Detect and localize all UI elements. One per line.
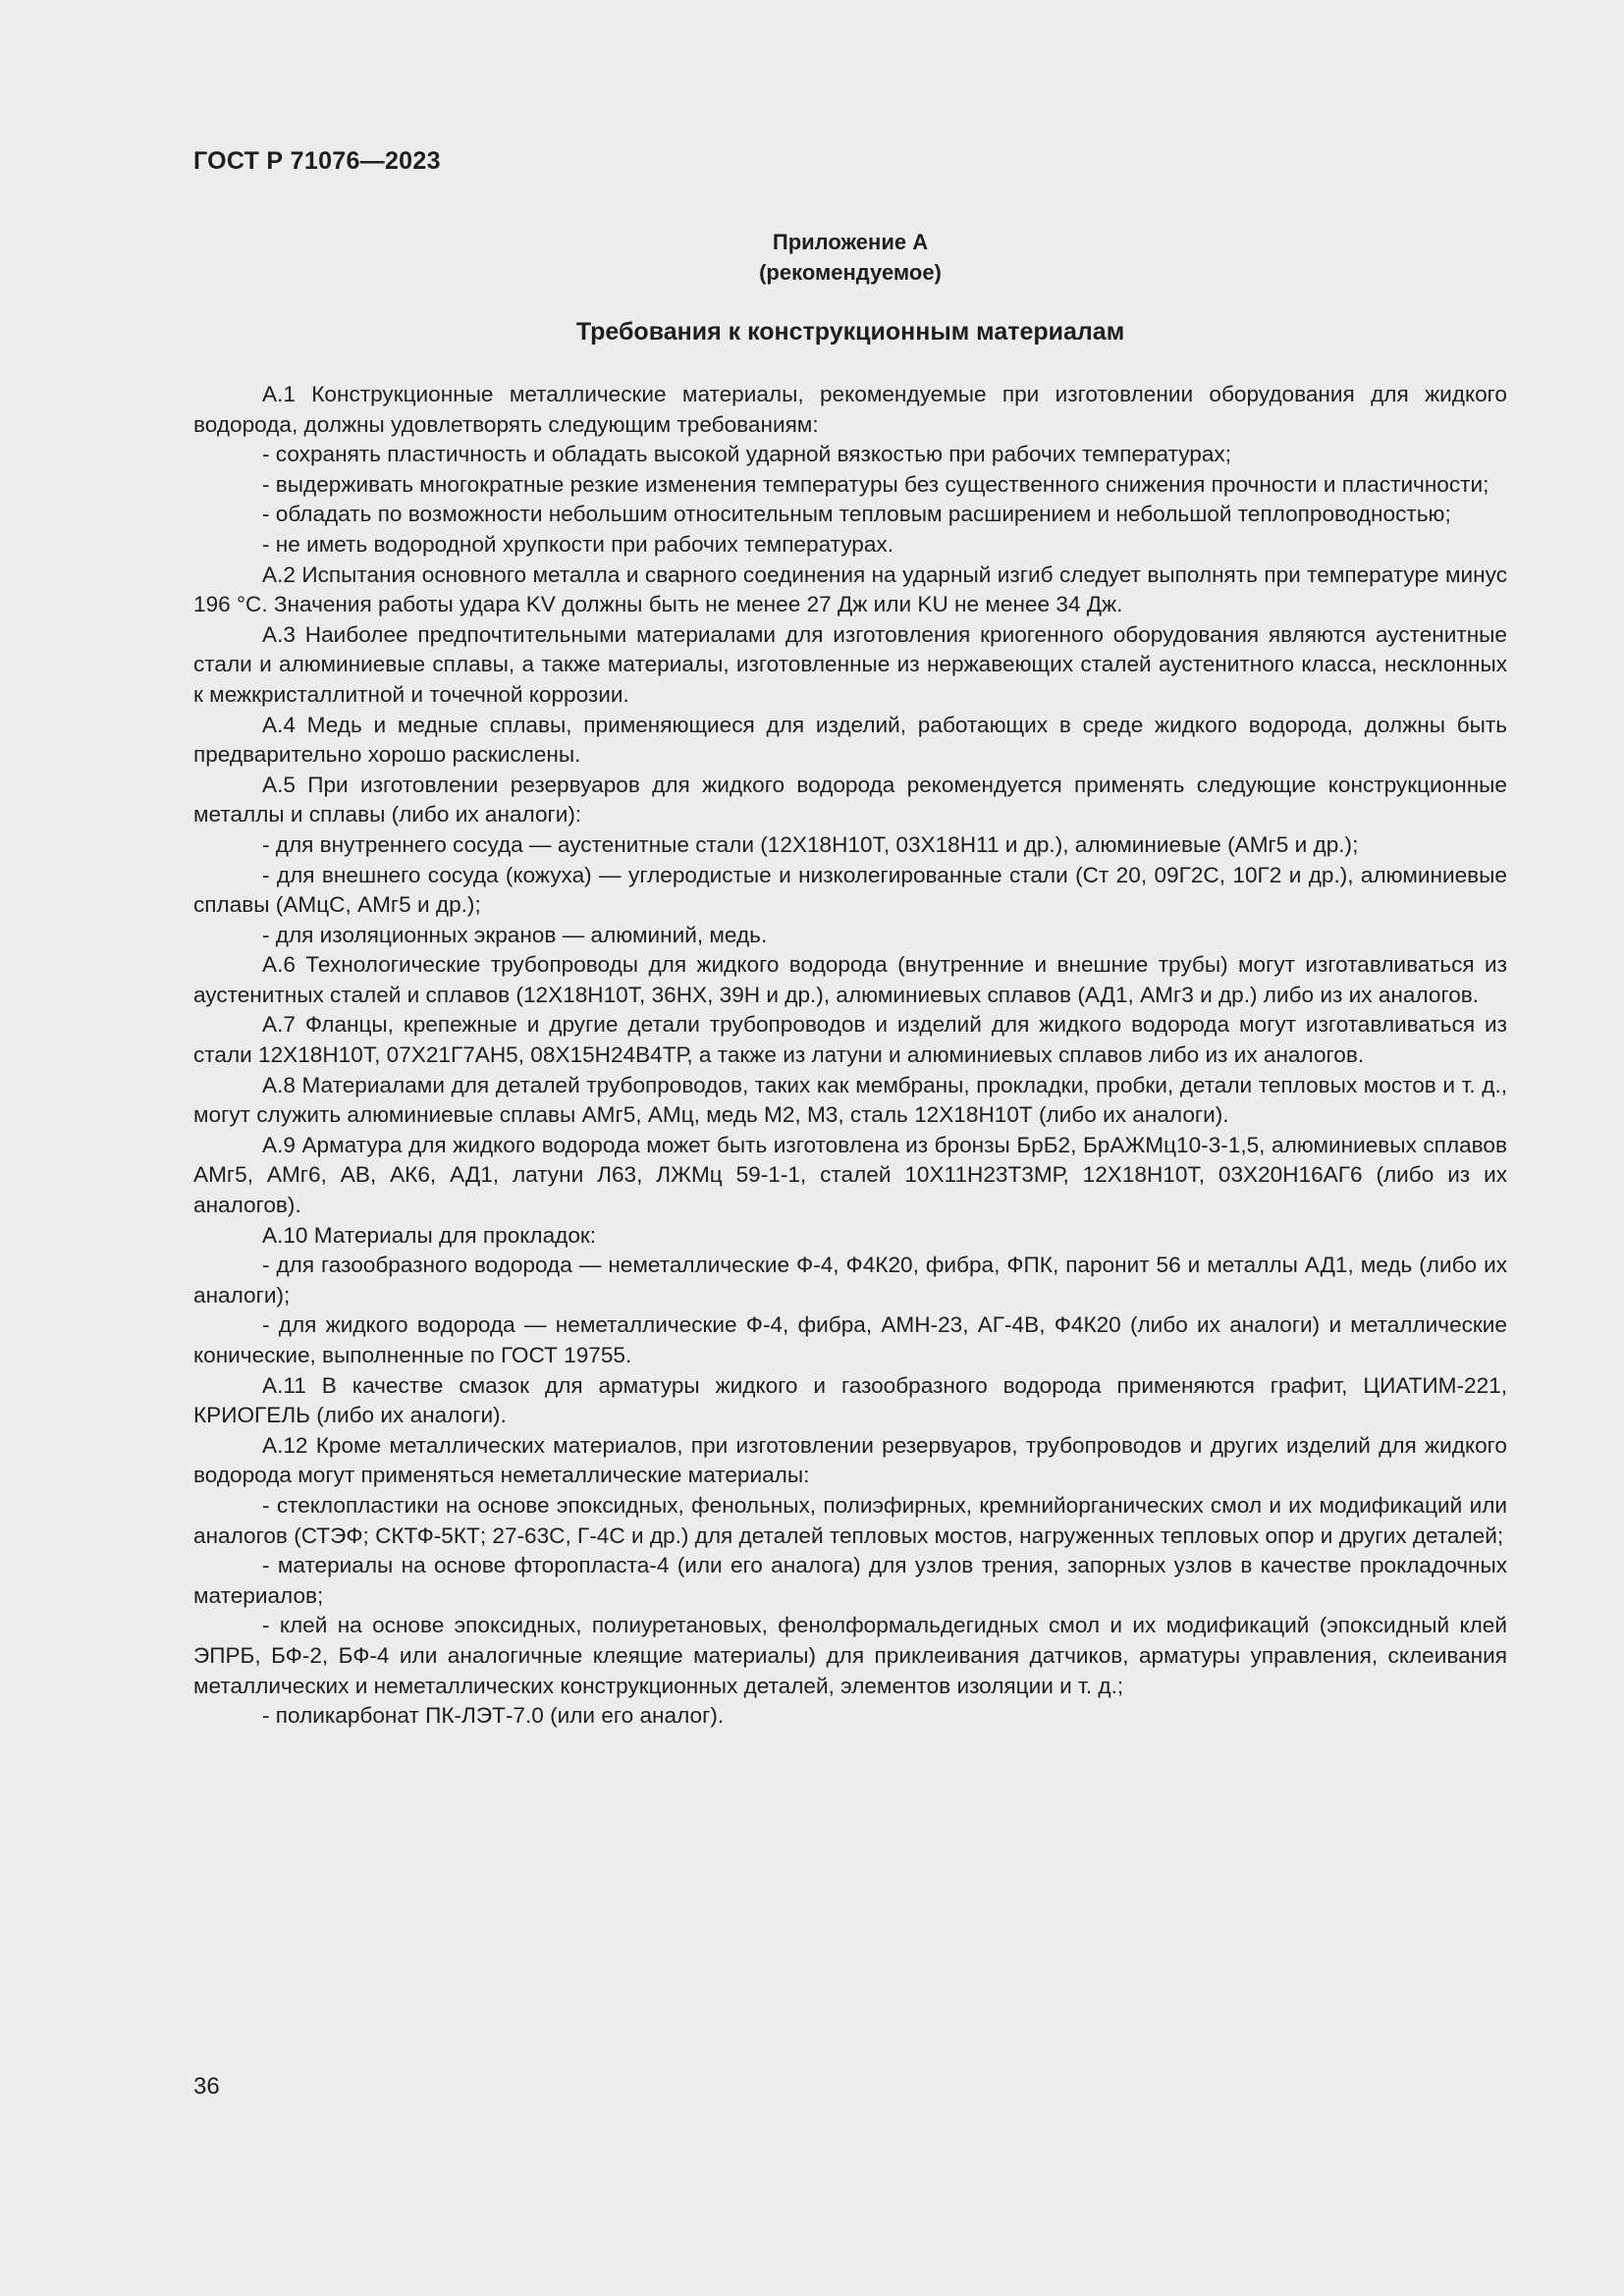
- list-item: - обладать по возможности небольшим относительным тепловым расширением и небольшой теплопроводностью;: [262, 502, 1451, 527]
- paragraph-a1: А.1 Конструкционные металлические материалы, рекомендуемые при изготовлении оборудования для жидкого водорода, должны удовлетворять следующим требованиям:: [193, 382, 1507, 437]
- paragraph-a7: А.7 Фланцы, крепежные и другие детали трубопроводов и изделий для жидкого водорода могут изготавливаться из стали 12Х18Н10Т, 07Х21Г7АН5, 08Х15Н24В4ТР, а также из латуни и алюминиевых сплавов либо из их аналогов.: [193, 1012, 1507, 1068]
- paragraph-a10: А.10 Материалы для прокладок:: [262, 1222, 597, 1248]
- list-item: - материалы на основе фторопласта-4 (или его аналога) для узлов трения, запорных узлов в качестве прокладочных материалов;: [193, 1553, 1507, 1608]
- list-item: - сохранять пластичность и обладать высокой ударной вязкостью при рабочих температурах;: [262, 442, 1231, 467]
- paragraph-a11: А.11 В качестве смазок для арматуры жидкого и газообразного водорода применяются графит, ЦИАТИМ-221, КРИОГЕЛЬ (либо их аналоги).: [193, 1372, 1507, 1428]
- section-title: Требования к конструкционным материалам: [575, 318, 1125, 346]
- list-item: - не иметь водородной хрупкости при рабочих температурах.: [262, 531, 893, 557]
- document-body: [193, 380, 1507, 1732]
- paragraph-a5: А.5 При изготовлении резервуаров для жидкого водорода рекомендуется применять следующие конструкционные металлы и сплавы (либо их аналоги):: [193, 772, 1507, 828]
- paragraph-a4: А.4 Медь и медные сплавы, применяющиеся для изделий, работающих в среде жидкого водорода, должны быть предварительно хорошо раскислены.: [193, 712, 1507, 768]
- document-code: ГОСТ Р 71076—2023: [193, 147, 441, 175]
- list-item: - клей на основе эпоксидных, полиуретановых, фенолформальдегидных смол и их модификаций (эпоксидный клей ЭПРБ, БФ-2, БФ-4 или аналогичные клеящие материалы) для приклеивания датчиков, арматуры управления, склеивания металлических и неметаллических конструкционных деталей, элементов изоляции и т. д.;: [193, 1613, 1507, 1698]
- list-item: - выдерживать многократные резкие изменения температуры без существенного снижения прочности и пластичности;: [262, 471, 1489, 497]
- list-item: - для жидкого водорода — неметаллические Ф-4, фибра, АМН-23, АГ-4В, Ф4К20 (либо их аналоги) и металлические конические, выполненные по ГОСТ 19755.: [193, 1312, 1507, 1367]
- list-item: - для внешнего сосуда (кожуха) — углеродистые и низколегированные стали (Ст 20, 09Г2С, 10Г2 и др.), алюминиевые сплавы (АМцС, АМг5 и др.);: [193, 862, 1507, 918]
- paragraph-a2: А.2 Испытания основного металла и сварного соединения на ударный изгиб следует выполнять при температуре минус 196 °С. Значения работы удара KV должны быть не менее 27 Дж или KU не менее 34 Дж.: [193, 561, 1507, 617]
- list-item: - поликарбонат ПК-ЛЭТ-7.0 (или его аналог).: [262, 1703, 725, 1729]
- paragraph-a9: А.9 Арматура для жидкого водорода может быть изготовлена из бронзы БрБ2, БрАЖМц10-3-1,5, алюминиевых сплавов АМг5, АМг6, АВ, АК6, АД1, латуни Л63, ЛЖМц 59-1-1, сталей 10Х11Н23Т3МР, 12Х18Н10Т, 03Х20Н16АГ6 (либо из их аналогов).: [193, 1132, 1507, 1218]
- paragraph-a3: А.3 Наиболее предпочтительными материалами для изготовления криогенного оборудования являются аустенитные стали и алюминиевые сплавы, а также материалы, изготовленные из нержавеющих сталей аустенитного класса, несклонных к межкристаллитной и точечной коррозии.: [193, 621, 1507, 707]
- paragraph-a8: А.8 Материалами для деталей трубопроводов, таких как мембраны, прокладки, пробки, детали тепловых мостов и т. д., могут служить алюминиевые сплавы АМг5, АМц, медь М2, М3, сталь 12Х18Н10Т (либо их аналоги).: [193, 1072, 1507, 1128]
- appendix-title: Приложение А: [772, 230, 929, 254]
- paragraph-a12: А.12 Кроме металлических материалов, при изготовлении резервуаров, трубопроводов и других изделий для жидкого водорода могут применяться неметаллические материалы:: [193, 1432, 1507, 1488]
- list-item: - для газообразного водорода — неметаллические Ф-4, Ф4К20, фибра, ФПК, паронит 56 и металлы АД1, медь (либо их аналоги);: [193, 1253, 1507, 1308]
- list-item: - стеклопластики на основе эпоксидных, фенольных, полиэфирных, кремнийорганических смол и их модификаций или аналогов (СТЭФ; СКТФ-5КТ; 27-63С, Г-4С и др.) для деталей тепловых мостов, нагруженных тепловых опор и других деталей;: [193, 1492, 1507, 1548]
- list-item: - для изоляционных экранов — алюминий, медь.: [262, 922, 768, 947]
- list-item: - для внутреннего сосуда — аустенитные стали (12Х18Н10Т, 03Х18Н11 и др.), алюминиевые (АМг5 и др.);: [262, 831, 1359, 857]
- appendix-heading: [193, 227, 1507, 288]
- appendix-type: (рекомендуемое): [759, 260, 942, 285]
- paragraph-a6: А.6 Технологические трубопроводы для жидкого водорода (внутренние и внешние трубы) могут изготавливаться из аустенитных сталей и сплавов (12Х18Н10Т, 36НХ, 39Н и др.), алюминиевых сплавов (АД1, АМг3 и др.) либо из их аналогов.: [193, 952, 1507, 1007]
- page-number: 36: [193, 2073, 220, 2100]
